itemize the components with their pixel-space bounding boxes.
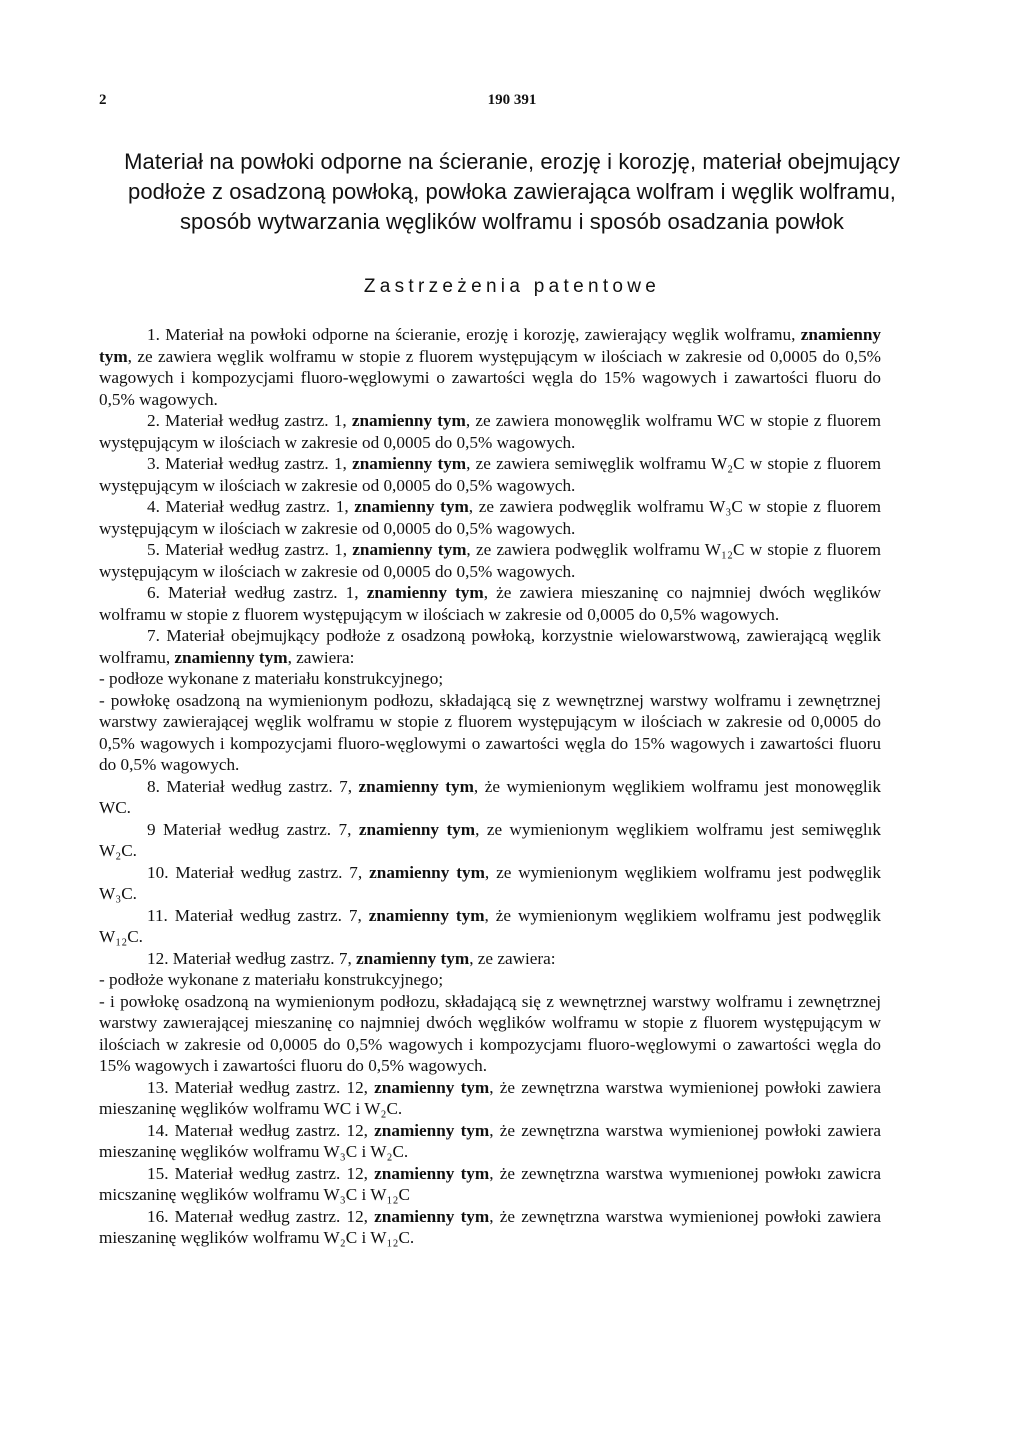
claim-16: 16. Materıał według zastrz. 12, znamienny tym, że zewnętrzna warstwa wymienionej powłoki zawiera mieszaninę węglików wolframu W₂C i W₁₂C. [99, 1206, 882, 1247]
claim-12: 12. Materiał według zastrz. 7, znamienny tym, ze zawiera: [147, 948, 556, 968]
claim-7-item-coating: - powłokę osadzoną na wymienionym podłozu, składającą się z wewnętrznej warstwy wolframu i zewnętrznej warstwy zawierającej węglik wolframu w stopie z fluorem występującym w ilościach w zakresie od 0,0005 do 0,5% wagowych i kompozycjami fluoro-węglowymi o zawartości węgla do 15% wagowych i zawartości fluoru do 0,5% wagowych. [99, 690, 881, 774]
section-heading: Zastrzeżenia patentowe [363, 276, 661, 297]
claims-list [99, 324, 881, 1249]
claim-7: 7. Materiał obejmujkący podłoże z osadzoną powłoką, korzystnie wielowarstwową, zawierającą węglik wolframu, znamienny tym, zawiera: [99, 626, 881, 667]
claim-2: 2. Materiał według zastrz. 1, znamienny tym, ze zawiera monowęglik wolframu WC w stopie z fluorem występującym w ilościach w zakresie od 0,0005 do 0,5% wagowych. [99, 411, 882, 452]
claim-1: 1. Materiał na powłoki odporne na ścieranie, erozję i korozję, zawierający węglik wolframu, znamienny tym, ze zawiera węglik wolframu w stopie z fluorem występującym w ilościach w zakresie od 0,0005 do 0,5% wagowych i kompozycjami fluoro-węglowymi o zawartości węgla do 15% wagowych i zawartości fluoru do 0,5% wagowych. [99, 325, 881, 409]
document-title: Materiał na powłoki odporne na ścieranie, erozję i korozję, materiał obejmujący podłoże z osadzoną powłoką, powłoka zawierająca wolfram i węglik wolframu, sposób wytwarzania węglików wolframu i sposób osadzania powłok [124, 149, 900, 234]
claim-15: 15. Materiał według zastrz. 12, znamienny tym, że zewnętrzna warstwa wymıenionej powłokı zawicra micszaninę węglików wolframu W₃C i W₁₂C [99, 1163, 882, 1204]
claim-13: 13. Materiał według zastrz. 12, znamienny tym, że zewnętrzna warstwa wymienionej powłoki zawiera mieszaninę węglików wolframu WC i W₂C. [99, 1077, 882, 1118]
page-number: 2 [99, 92, 107, 108]
page-header [99, 92, 925, 116]
claim-9: 9 Materiał według zastrz. 7, znamienny tym, ze wymienionym węglikiem wolframu jest semiwęglık W₂C. [99, 819, 881, 860]
document-number: 190 391 [487, 92, 537, 108]
claim-6: 6. Materiał według zastrz. 1, znamienny tym, że zawiera mieszaninę co najmniej dwóch węglików wolframu w stopie z fluorem występującym w ilościach w zakresie od 0,0005 do 0,5% wagowych. [99, 583, 881, 624]
claim-7-item-substrate: - podłoze wykonane z materiału konstrukcyjnego; [99, 669, 444, 688]
claim-3: 3. Materiał według zastrz. 1, znamienny tym, ze zawiera semiwęglik wolframu W₂C w stopie z fluorem występującym w ilościach w zakresie od 0,0005 do 0,5% wagowych. [99, 454, 882, 495]
claim-8: 8. Materiał według zastrz. 7, znamienny tym, że wymienionym węglikiem wolframu jest monowęglik WC. [99, 776, 881, 817]
claim-11: 11. Materiał według zastrz. 7, znamienny tym, że wymienionym węglikiem wolframu jest podwęglik W₁₂C. [99, 905, 881, 946]
claim-4: 4. Materiał według zastrz. 1, znamienny tym, ze zawiera podwęglik wolframu W₃C w stopie z fluorem występującym w ilościach w zakresie od 0,0005 do 0,5% wagowych. [99, 497, 881, 538]
claim-14: 14. Materıał według zastrz. 12, znamienny tym, że zewnętrzna warstwa wymienionej powłoki zawiera mieszaninę węglików wolframu W₃C i W₂C. [99, 1120, 882, 1161]
claim-10: 10. Materiał według zastrz. 7, znamienny tym, ze wymienionym węglikiem wolframu jest podwęglik W₃C. [99, 862, 882, 903]
claim-5: 5. Materiał według zastrz. 1, znamienny tym, ze zawiera podwęglik wolframu W₁₂C w stopie z fluorem występującym w ilościach w zakresie od 0,0005 do 0,5% wagowych. [99, 540, 881, 581]
claim-12-item-substrate: - podłoże wykonane z materiału konstrukcyjnego; [99, 970, 444, 989]
claim-12-item-coating: - i powłokę osadzoną na wymienionym podłozu, składającą się z wewnętrznej warstwy wolframu i zewnętrznej warstwy zawıerającej mieszaninę co najmniej dwóch węglików wolframu w stopie z fluorem występującym w ilościach w zakresie od 0,0005 do 0,5% wagowych i kompozycjamı fluoro-węglowymi o zawartości węgla do 15% wagowych i zawartości fluoru do 0,5% wagowych. [99, 991, 881, 1075]
